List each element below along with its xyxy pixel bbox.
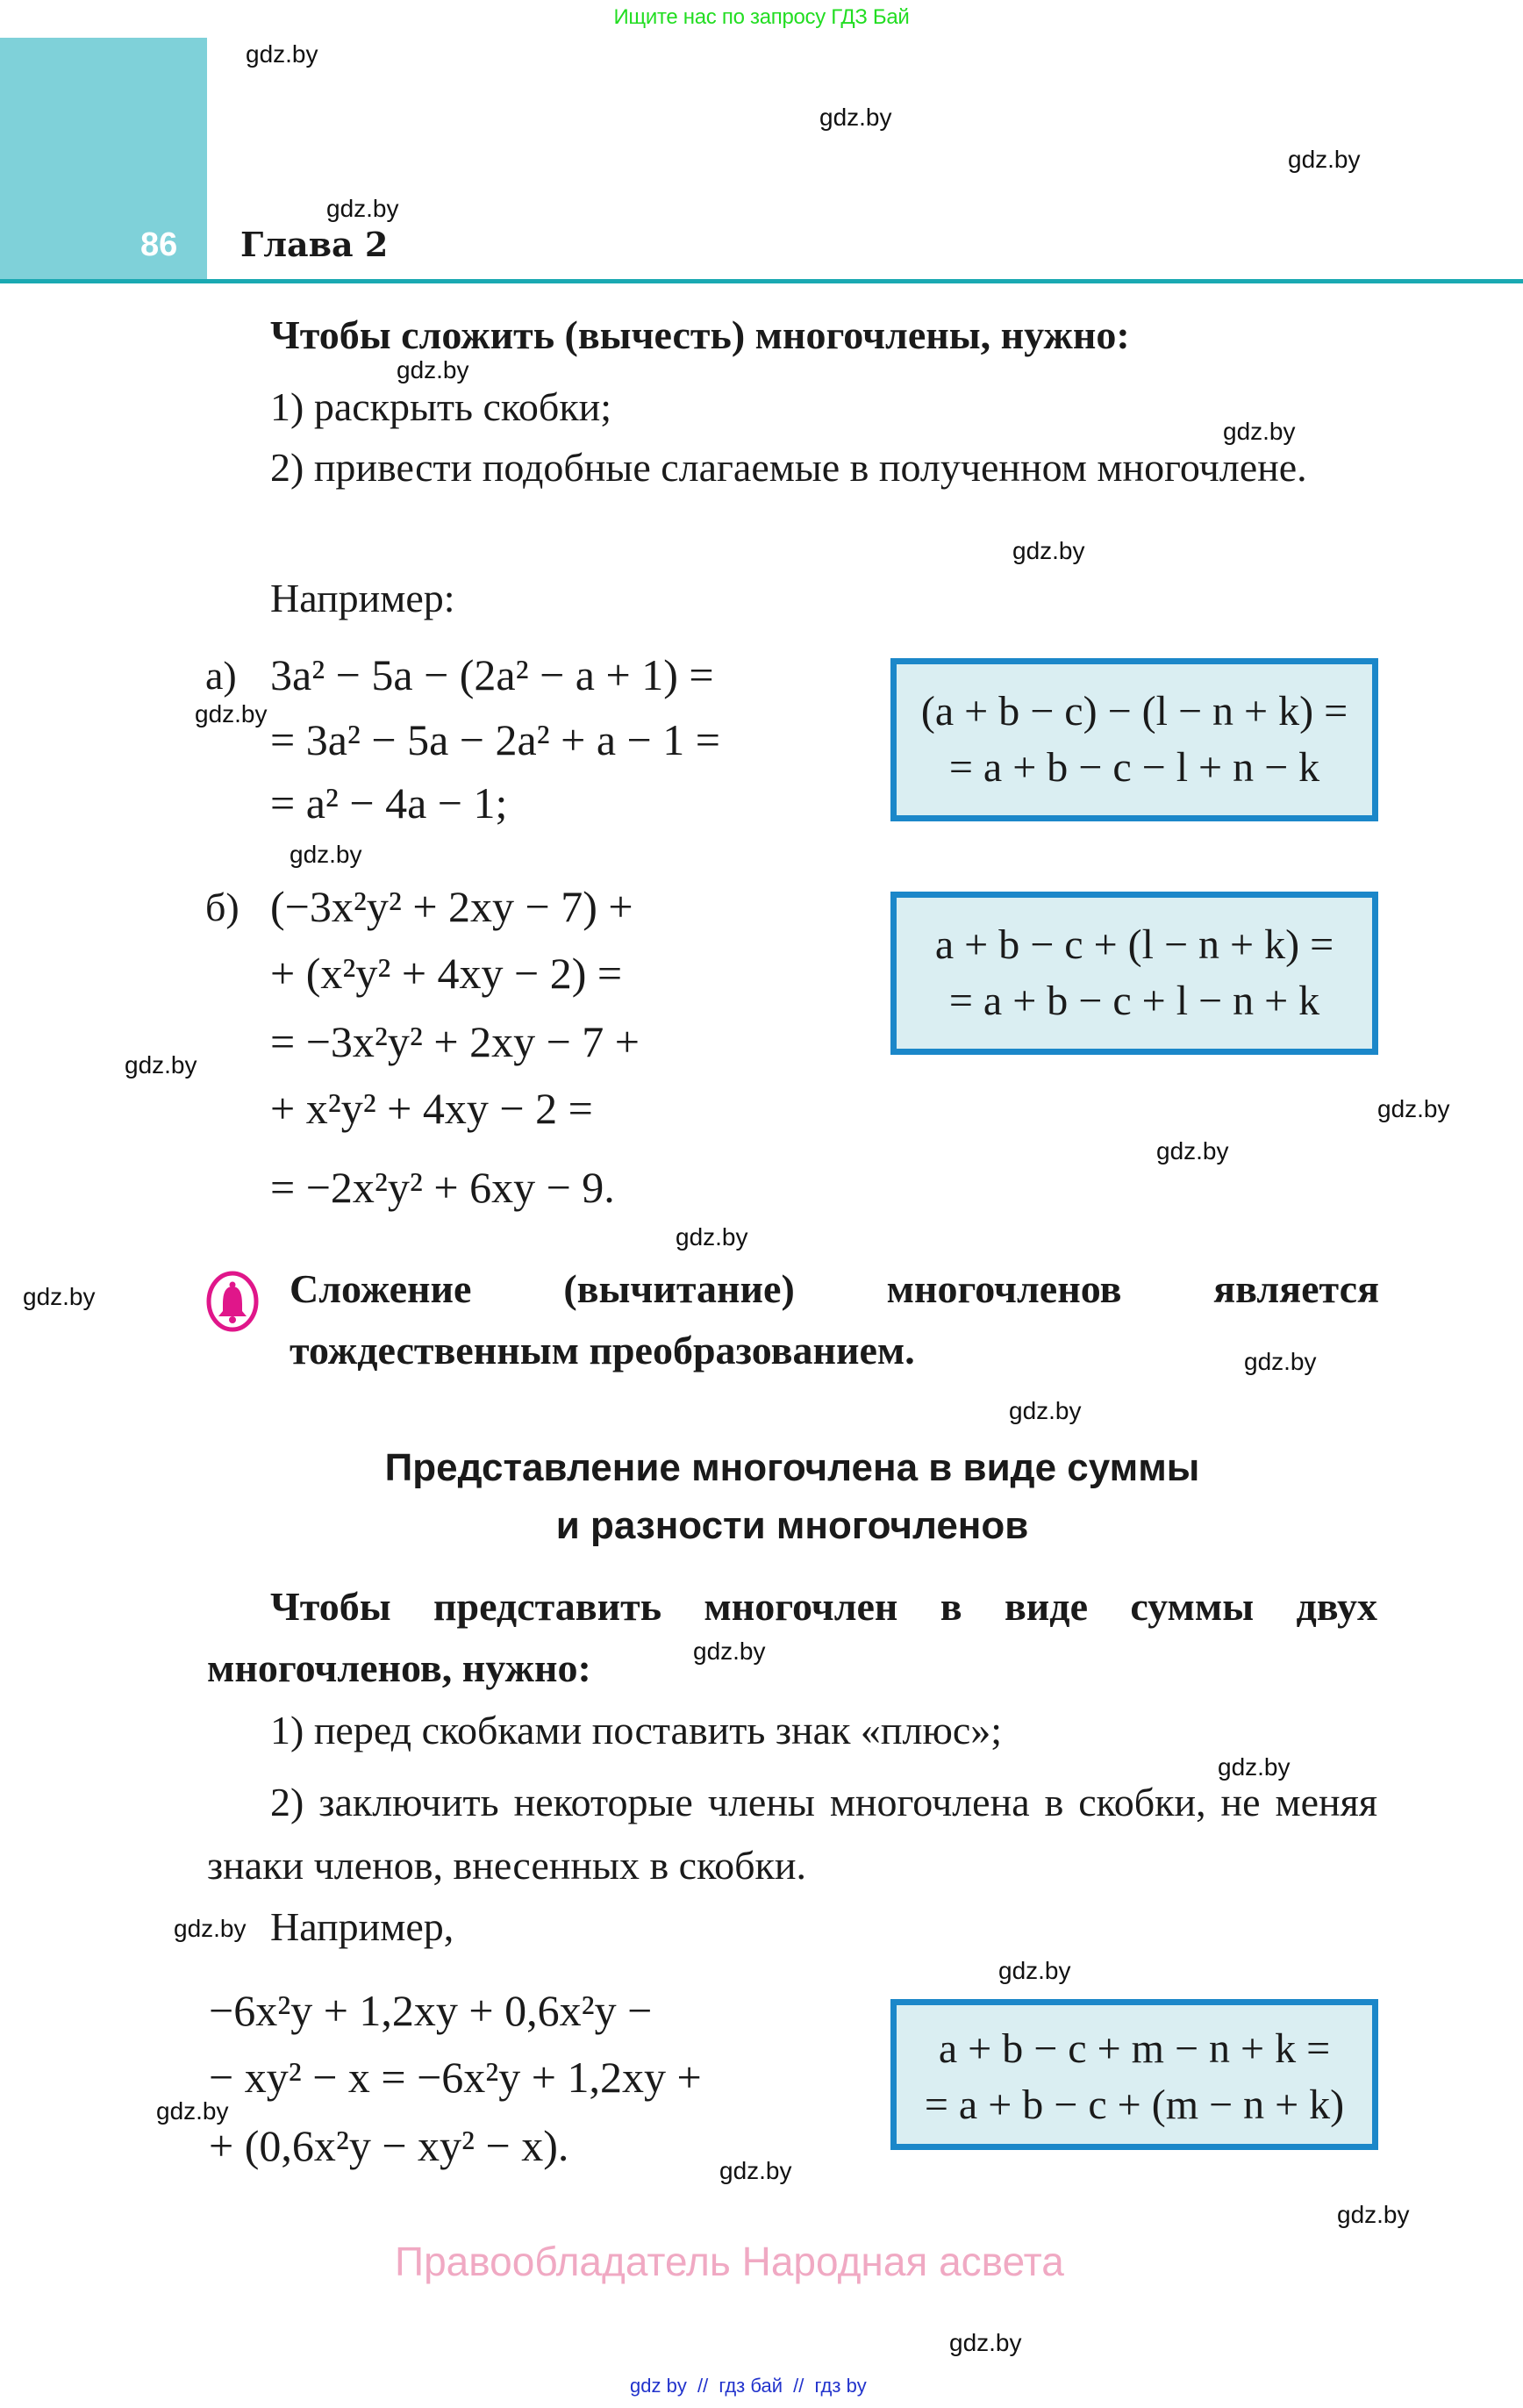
- copyright-notice: Правообладатель Народная асвета: [395, 2239, 1064, 2284]
- example2-line-3: + (0,6x²y − xy² − x).: [209, 2121, 569, 2170]
- rule2-step-2: 2) заключить некоторые члены многочлена в скобки, не меняя знаки членов, внесенных в скобки.: [207, 1780, 1377, 1888]
- watermark: gdz.by: [23, 1283, 96, 1310]
- example-b-label: б): [205, 885, 240, 929]
- rule1-step-2: 2) привести подобные слагаемые в полученном многочлене.: [270, 445, 1307, 490]
- example-a-line-3: = a² − 4a − 1;: [270, 778, 508, 828]
- formula-box-1: [890, 658, 1378, 821]
- bell-icon: [205, 1271, 260, 1332]
- example2-label: Например,: [270, 1904, 454, 1949]
- watermark: gdz.by: [1218, 1753, 1291, 1781]
- watermark: gdz.by: [693, 1638, 766, 1665]
- example-label: Например:: [270, 576, 455, 620]
- rule1-step-1: 1) раскрыть скобки;: [270, 384, 612, 429]
- footer-link[interactable]: гдз by: [814, 2375, 867, 2397]
- watermark: gdz.by: [1223, 418, 1296, 445]
- formula-box-2: [890, 892, 1378, 1055]
- example-b-line-4: + x²y² + 4xy − 2 =: [270, 1084, 593, 1133]
- footer-link[interactable]: gdz by: [630, 2375, 687, 2397]
- watermark: gdz.by: [1244, 1348, 1317, 1375]
- watermark: gdz.by: [290, 841, 362, 868]
- watermark: gdz.by: [326, 195, 399, 222]
- example2-line-1: −6x²y + 1,2xy + 0,6x²y −: [209, 1986, 653, 2035]
- rule1-intro: Чтобы сложить (вычесть) многочлены, нужно:: [270, 312, 1130, 357]
- section-title-line-2: и разности многочленов: [555, 1504, 1029, 1547]
- example-b-line-3: = −3x²y² + 2xy − 7 +: [270, 1017, 640, 1066]
- example-b-line-5: = −2x²y² + 6xy − 9.: [270, 1163, 615, 1212]
- watermark: gdz.by: [195, 700, 268, 727]
- watermark: gdz.by: [1012, 537, 1085, 564]
- watermark: gdz.by: [1377, 1095, 1450, 1122]
- example-a-line-1: 3a² − 5a − (2a² − a + 1) =: [270, 650, 714, 699]
- footer-link[interactable]: гдз бай: [719, 2375, 783, 2397]
- formula-box-3: [890, 1999, 1378, 2150]
- example-b-line-2: + (x²y² + 4xy − 2) =: [270, 949, 623, 998]
- rule2-step-1: 1) перед скобками поставить знак «плюс»;: [270, 1708, 1003, 1752]
- watermark: gdz.by: [174, 1915, 247, 1942]
- watermark: gdz.by: [125, 1051, 197, 1079]
- watermark: gdz.by: [998, 1957, 1071, 1984]
- formula-box-3-line-1: a + b − c + m − n + k =: [938, 2025, 1331, 2072]
- formula-box-1-line-2: = a + b − c − l + n − k: [948, 744, 1320, 791]
- formula-box-2-line-2: = a + b − c + l − n + k: [948, 978, 1320, 1024]
- example2-line-2: − xy² − x = −6x²y + 1,2xy +: [209, 2053, 702, 2102]
- formula-box-3-line-2: = a + b − c + (m − n + k): [924, 2082, 1345, 2128]
- watermark: gdz.by: [719, 2157, 792, 2184]
- example-b-line-1: (−3x²y² + 2xy − 7) +: [270, 882, 633, 931]
- formula-box-2-line-1: a + b − c + (l − n + k) =: [934, 921, 1334, 968]
- section-title: [207, 1439, 1377, 1555]
- rule2-intro: Чтобы представить многочлен в виде суммы двух многочленов, нужно:: [207, 1584, 1377, 1690]
- top-banner: Ищите нас по запросу ГДЗ Бай: [613, 5, 910, 29]
- footer-separator: //: [697, 2375, 709, 2397]
- note-text: Сложение (вычитание) многочленов является тождественным преобразованием.: [290, 1266, 1379, 1372]
- watermark: gdz.by: [397, 356, 469, 383]
- watermark: gdz.by: [1288, 146, 1361, 173]
- watermark: gdz.by: [1156, 1137, 1229, 1165]
- section-title-line-1: Представление многочлена в виде суммы: [384, 1446, 1200, 1489]
- example-a-line-2: = 3a² − 5a − 2a² + a − 1 =: [270, 715, 720, 764]
- watermark: gdz.by: [819, 104, 892, 131]
- header-divider: [0, 279, 1523, 283]
- chapter-title: Глава 2: [240, 225, 389, 264]
- watermark: gdz.by: [676, 1223, 748, 1251]
- watermark: gdz.by: [156, 2097, 229, 2125]
- watermark: gdz.by: [1337, 2201, 1410, 2228]
- watermark: gdz.by: [1009, 1397, 1082, 1424]
- example-a-label: а): [205, 653, 237, 698]
- footer-links: [630, 2375, 867, 2397]
- page-number: 86: [140, 226, 178, 263]
- watermark: gdz.by: [949, 2329, 1022, 2356]
- watermark: gdz.by: [246, 40, 318, 68]
- formula-box-1-line-1: (a + b − c) − (l − n + k) =: [920, 688, 1348, 735]
- footer-separator: //: [793, 2375, 804, 2397]
